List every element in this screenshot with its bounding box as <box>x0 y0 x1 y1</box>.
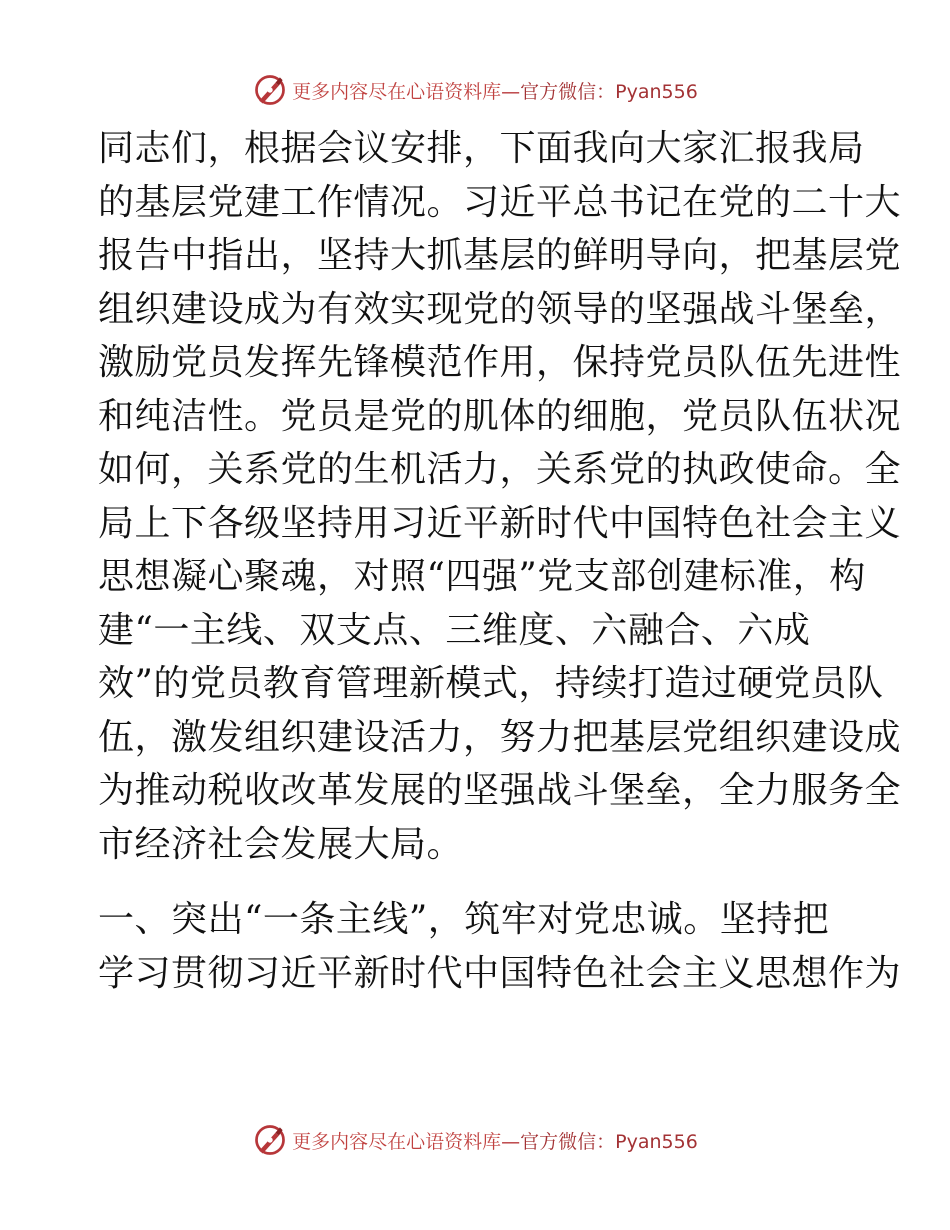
text-line: 市经济社会发展大局。 <box>98 823 464 865</box>
banner-text <box>292 1127 698 1154</box>
text-line: 组织建设成为有效实现党的领导的坚强战斗堡垒， <box>98 288 902 330</box>
pen-circle-logo-icon <box>252 1122 288 1158</box>
text-line: 的基层党建工作情况。习近平总书记在党的二十大 <box>98 181 902 223</box>
text-line: 学习贯彻习近平新时代中国特色社会主义思想作为 <box>98 952 902 994</box>
text-line: 和纯洁性。党员是党的肌体的细胞，党员队伍状况 <box>98 395 902 437</box>
text-line: 效”的党员教育管理新模式，持续打造过硬党员队 <box>98 663 884 704</box>
section-heading-line: 一、突出“一条主线”，筑牢对党忠诚。坚持把 <box>98 899 830 940</box>
header-banner <box>0 70 950 110</box>
footer-banner <box>0 1120 950 1160</box>
text-line: 报告中指出，坚持大抓基层的鲜明导向，把基层党 <box>98 235 902 276</box>
banner-dash: — <box>501 80 521 103</box>
paragraph-section-one <box>98 893 902 1000</box>
paragraph-spacer <box>98 871 858 893</box>
banner-text <box>292 77 698 104</box>
text-line: 为推动税收改革发展的坚强战斗堡垒，全力服务全 <box>98 770 902 811</box>
document-body <box>98 122 902 1000</box>
banner-main-text: 更多内容尽在心语资料库 <box>292 80 502 103</box>
text-line: 建“一主线、双支点、三维度、六融合、六成 <box>98 609 811 651</box>
banner-dash: — <box>501 1130 521 1153</box>
paragraph-intro <box>98 122 902 871</box>
banner-wechat-text: 官方微信：Pyan556 <box>520 80 698 103</box>
banner-main-text: 更多内容尽在心语资料库 <box>292 1130 502 1153</box>
text-line: 局上下各级坚持用习近平新时代中国特色社会主义 <box>98 502 902 544</box>
text-line: 激励党员发挥先锋模范作用，保持党员队伍先进性 <box>98 342 902 383</box>
banner-wechat-text: 官方微信：Pyan556 <box>520 1130 698 1153</box>
text-line: 同志们，根据会议安排，下面我向大家汇报我局 <box>98 128 865 169</box>
text-line: 思想凝心聚魂，对照“四强”党支部创建标准，构 <box>98 556 866 597</box>
text-line: 如何，关系党的生机活力，关系党的执政使命。全 <box>98 449 902 490</box>
pen-circle-logo-icon <box>252 72 288 108</box>
text-line: 伍，激发组织建设活力，努力把基层党组织建设成 <box>98 716 902 758</box>
